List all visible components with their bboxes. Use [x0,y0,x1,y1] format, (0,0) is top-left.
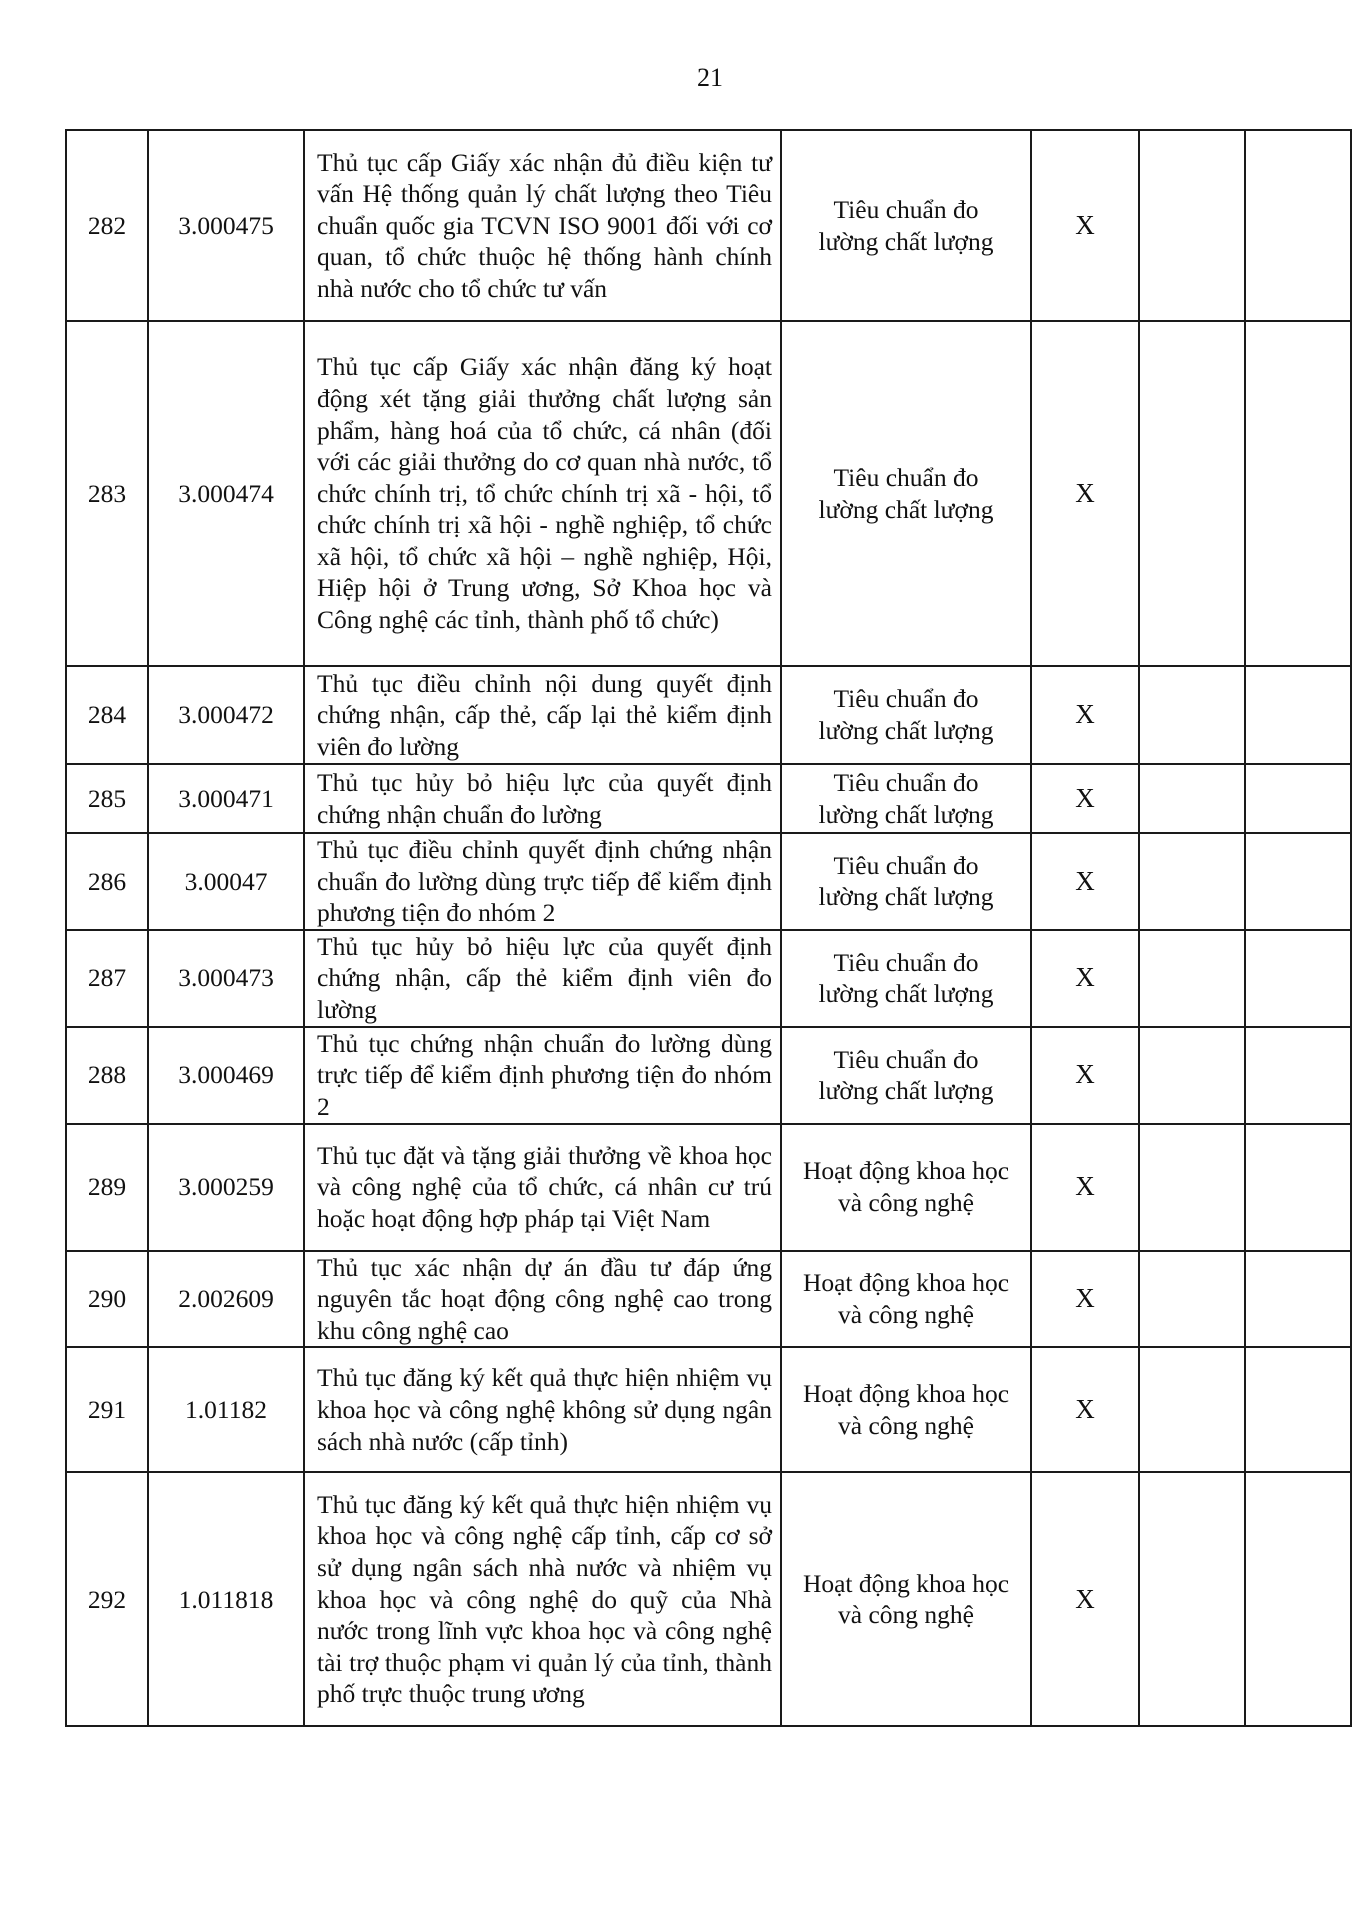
empty-cell [1139,1251,1245,1348]
empty-cell [1245,764,1351,833]
level-mark: X [1031,666,1139,764]
row-number: 287 [66,930,148,1027]
table-row [66,764,1351,833]
procedure-field [781,1027,1031,1124]
empty-cell [1245,666,1351,764]
row-number: 282 [66,130,148,321]
table-row [66,1347,1351,1472]
procedure-field-line: Tiêu chuẩn đo [833,850,979,880]
empty-cell [1139,1124,1245,1251]
procedure-name: Thủ tục điều chỉnh quyết định chứng nhận chuẩn đo lường dùng trực tiếp để kiểm định phương tiện đo nhóm 2 [304,833,781,930]
procedure-name: Thủ tục điều chỉnh nội dung quyết định chứng nhận, cấp thẻ, cấp lại thẻ kiểm định viên đo lường [304,666,781,764]
empty-cell [1139,321,1245,666]
procedure-field-line: và công nghệ [838,1299,974,1329]
page-number: 21 [697,63,723,92]
procedure-code: 3.000471 [148,764,304,833]
procedure-field [781,321,1031,666]
empty-cell [1245,321,1351,666]
empty-cell [1139,833,1245,930]
level-mark: X [1031,1027,1139,1124]
empty-cell [1139,1027,1245,1124]
level-mark: X [1031,1347,1139,1472]
procedure-field-line: và công nghệ [838,1600,974,1630]
empty-cell [1245,1347,1351,1472]
procedure-field [781,764,1031,833]
procedure-field-line: lường chất lượng [818,979,994,1009]
procedure-field-line: lường chất lượng [818,882,994,912]
procedure-field-line: Tiêu chuẩn đo [833,194,979,224]
procedure-code: 1.011818 [148,1472,304,1726]
row-number: 291 [66,1347,148,1472]
row-number: 284 [66,666,148,764]
table-row [66,1251,1351,1348]
procedure-field [781,833,1031,930]
table-row [66,1027,1351,1124]
procedure-field [781,1251,1031,1348]
empty-cell [1245,833,1351,930]
procedure-field-line: lường chất lượng [818,226,994,256]
row-number: 285 [66,764,148,833]
procedure-field-line: Tiêu chuẩn đo [833,1044,979,1074]
procedure-code: 3.000259 [148,1124,304,1251]
procedure-field-line: Hoạt động khoa học [802,1156,1010,1186]
level-mark: X [1031,764,1139,833]
row-number: 288 [66,1027,148,1124]
procedure-field-line: lường chất lượng [818,1076,994,1106]
empty-cell [1245,1251,1351,1348]
table-row [66,321,1351,666]
procedure-name: Thủ tục chứng nhận chuẩn đo lường dùng trực tiếp để kiểm định phương tiện đo nhóm 2 [304,1027,781,1124]
procedure-field [781,1347,1031,1472]
procedure-field [781,930,1031,1027]
procedure-field-line: Hoạt động khoa học [802,1568,1010,1598]
row-number: 283 [66,321,148,666]
empty-cell [1245,1027,1351,1124]
table-row [66,930,1351,1027]
level-mark: X [1031,930,1139,1027]
procedure-code: 3.000472 [148,666,304,764]
level-mark: X [1031,833,1139,930]
procedure-field-line: và công nghệ [838,1410,974,1440]
table-body [66,130,1351,1726]
level-mark: X [1031,1472,1139,1726]
procedure-name: Thủ tục cấp Giấy xác nhận đủ điều kiện tư vấn Hệ thống quản lý chất lượng theo Tiêu chuẩn quốc gia TCVN ISO 9001 đối với cơ quan, tổ chức thuộc hệ thống hành chính nhà nước cho tổ chức tư vấn [304,130,781,321]
procedure-field [781,1124,1031,1251]
level-mark: X [1031,1251,1139,1348]
row-number: 292 [66,1472,148,1726]
table-row [66,130,1351,321]
procedure-field-line: Tiêu chuẩn đo [833,947,979,977]
empty-cell [1245,1124,1351,1251]
table-row [66,666,1351,764]
empty-cell [1245,930,1351,1027]
empty-cell [1139,130,1245,321]
procedure-code: 3.00047 [148,833,304,930]
procedure-name: Thủ tục cấp Giấy xác nhận đăng ký hoạt động xét tặng giải thưởng chất lượng sản phẩm, hàng hoá của tổ chức, cá nhân (đối với các giải thưởng do cơ quan nhà nước, tổ chức chính trị, tổ chức chính trị xã - hội, tổ chức chính trị xã hội - nghề nghiệp, tổ chức xã hội, tổ chức xã hội – nghề nghiệp, Hội, Hiệp hội ở Trung ương, Sở Khoa học và Công nghệ các tỉnh, thành phố tổ chức) [304,321,781,666]
procedure-field-line: Hoạt động khoa học [802,1379,1010,1409]
procedure-name: Thủ tục xác nhận dự án đầu tư đáp ứng nguyên tắc hoạt động công nghệ cao trong khu công nghệ cao [304,1251,781,1348]
procedure-field [781,1472,1031,1726]
empty-cell [1245,1472,1351,1726]
procedure-field-line: Hoạt động khoa học [802,1268,1010,1298]
empty-cell [1139,1472,1245,1726]
row-number: 289 [66,1124,148,1251]
level-mark: X [1031,130,1139,321]
procedure-field-line: và công nghệ [838,1188,974,1218]
procedure-name: Thủ tục đăng ký kết quả thực hiện nhiệm vụ khoa học và công nghệ không sử dụng ngân sách nhà nước (cấp tỉnh) [304,1347,781,1472]
procedure-field-line: lường chất lượng [818,494,994,524]
procedure-field-line: Tiêu chuẩn đo [833,462,979,492]
procedure-field-line: lường chất lượng [818,716,994,745]
procedure-code: 3.000473 [148,930,304,1027]
level-mark: X [1031,321,1139,666]
procedure-code: 3.000474 [148,321,304,666]
procedures-table [65,129,1352,1727]
procedure-name: Thủ tục đặt và tặng giải thưởng về khoa học và công nghệ của tổ chức, cá nhân cư trú hoặc hoạt động hợp pháp tại Việt Nam [304,1124,781,1251]
level-mark: X [1031,1124,1139,1251]
procedure-field-line: Tiêu chuẩn đo [833,684,979,714]
table-row [66,1124,1351,1251]
empty-cell [1245,130,1351,321]
procedure-name: Thủ tục hủy bỏ hiệu lực của quyết định chứng nhận, cấp thẻ kiểm định viên đo lường [304,930,781,1027]
procedure-name: Thủ tục hủy bỏ hiệu lực của quyết định chứng nhận chuẩn đo lường [304,764,781,833]
procedure-code: 3.000475 [148,130,304,321]
table-row [66,833,1351,930]
procedure-code: 2.002609 [148,1251,304,1348]
empty-cell [1139,930,1245,1027]
empty-cell [1139,666,1245,764]
empty-cell [1139,1347,1245,1472]
empty-cell [1139,764,1245,833]
procedure-field [781,130,1031,321]
row-number: 290 [66,1251,148,1348]
table-row [66,1472,1351,1726]
procedure-field-line: lường chất lượng [818,799,994,829]
row-number: 286 [66,833,148,930]
procedure-code: 1.01182 [148,1347,304,1472]
procedure-code: 3.000469 [148,1027,304,1124]
procedure-name: Thủ tục đăng ký kết quả thực hiện nhiệm vụ khoa học và công nghệ cấp tỉnh, cấp cơ sở sử dụng ngân sách nhà nước và nhiệm vụ khoa học và công nghệ do quỹ của Nhà nước trong lĩnh vực khoa học và công nghệ tài trợ thuộc phạm vi quản lý của tỉnh, thành phố trực thuộc trung ương [304,1472,781,1726]
procedure-field [781,666,1031,764]
procedure-field-line: Tiêu chuẩn đo [833,767,979,797]
